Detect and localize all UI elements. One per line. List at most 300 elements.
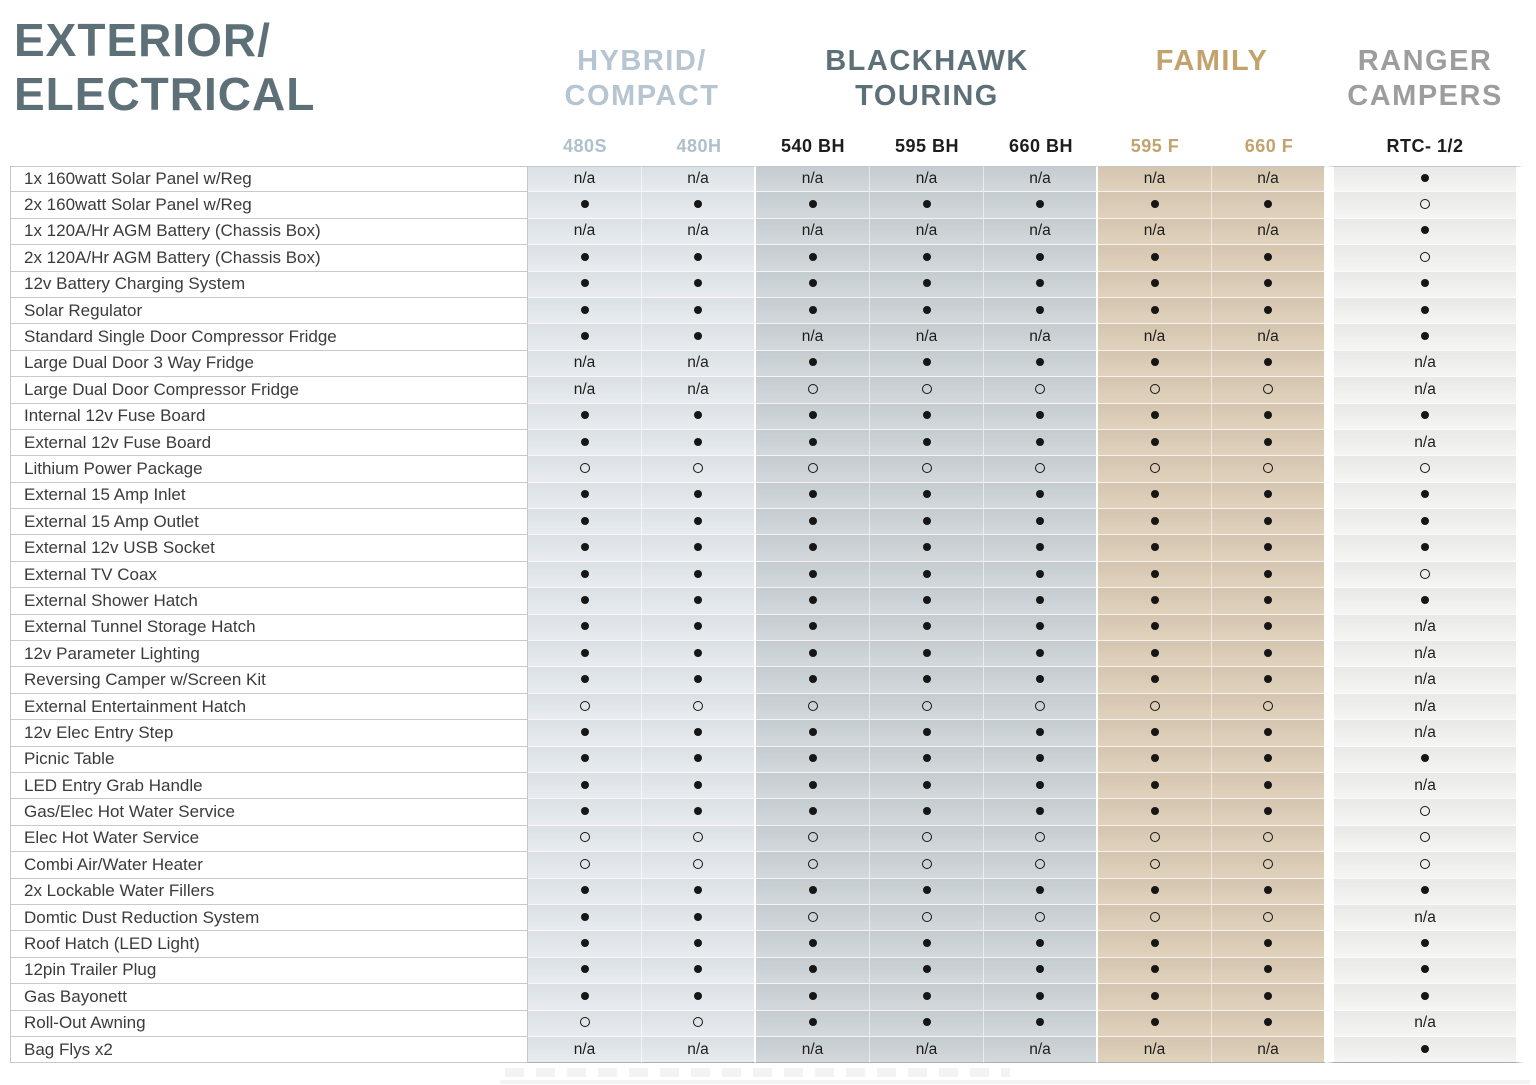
cell-standard [1212, 298, 1326, 324]
cell-standard [1212, 245, 1326, 271]
cell-optional [1098, 826, 1212, 852]
standard-dot-icon [809, 992, 817, 1000]
cell-standard [1326, 879, 1524, 905]
cell-standard [1098, 588, 1212, 614]
cell-standard [756, 430, 870, 456]
standard-dot-icon [1264, 754, 1272, 762]
standard-dot-icon [923, 965, 931, 973]
cell-standard [756, 747, 870, 773]
optional-circle-icon [1035, 832, 1045, 842]
cell-standard [528, 667, 642, 693]
table-row [10, 984, 1524, 1010]
cell-standard [1098, 641, 1212, 667]
cell-standard [984, 984, 1098, 1010]
cell-standard [1098, 483, 1212, 509]
standard-dot-icon [1036, 253, 1044, 261]
cell-na: n/a [1326, 615, 1524, 641]
standard-dot-icon [809, 754, 817, 762]
cell-standard [528, 879, 642, 905]
group-header-text: HYBRID/ [577, 45, 707, 77]
standard-dot-icon [581, 596, 589, 604]
cell-na: n/a [528, 219, 642, 245]
standard-dot-icon [694, 306, 702, 314]
standard-dot-icon [1421, 174, 1429, 182]
cell-standard [1098, 799, 1212, 825]
standard-dot-icon [809, 438, 817, 446]
cell-optional [642, 852, 756, 878]
standard-dot-icon [1151, 754, 1159, 762]
cell-standard [756, 404, 870, 430]
standard-dot-icon [1264, 306, 1272, 314]
cell-standard [870, 562, 984, 588]
standard-dot-icon [694, 411, 702, 419]
standard-dot-icon [1036, 438, 1044, 446]
standard-dot-icon [923, 411, 931, 419]
table-row [10, 958, 1524, 984]
cell-standard [1098, 272, 1212, 298]
standard-dot-icon [809, 596, 817, 604]
standard-dot-icon [1036, 570, 1044, 578]
cell-standard [528, 641, 642, 667]
cell-standard [1212, 615, 1326, 641]
cell-standard [1326, 931, 1524, 957]
cell-standard [1326, 404, 1524, 430]
cell-na: n/a [756, 324, 870, 350]
feature-label: Large Dual Door 3 Way Fridge [10, 351, 528, 377]
cell-standard [528, 562, 642, 588]
cell-standard [984, 667, 1098, 693]
optional-circle-icon [1150, 384, 1160, 394]
cell-standard [1098, 931, 1212, 957]
cell-optional [984, 456, 1098, 482]
cell-optional [870, 694, 984, 720]
cell-standard [642, 588, 756, 614]
standard-dot-icon [581, 200, 589, 208]
optional-circle-icon [580, 859, 590, 869]
standard-dot-icon [581, 781, 589, 789]
standard-dot-icon [923, 886, 931, 894]
standard-dot-icon [581, 543, 589, 551]
standard-dot-icon [1264, 649, 1272, 657]
cell-standard [1326, 298, 1524, 324]
feature-label: 12v Battery Charging System [10, 272, 528, 298]
standard-dot-icon [1151, 728, 1159, 736]
standard-dot-icon [809, 886, 817, 894]
cell-standard [870, 404, 984, 430]
cell-standard [642, 483, 756, 509]
cell-standard [642, 324, 756, 350]
cell-standard [528, 931, 642, 957]
standard-dot-icon [923, 728, 931, 736]
cell-standard [1098, 192, 1212, 218]
cell-optional [1326, 192, 1524, 218]
optional-circle-icon [693, 701, 703, 711]
standard-dot-icon [694, 200, 702, 208]
standard-dot-icon [809, 622, 817, 630]
table-row [10, 720, 1524, 746]
cell-na: n/a [528, 377, 642, 403]
feature-label: Roof Hatch (LED Light) [10, 931, 528, 957]
cell-standard [1212, 404, 1326, 430]
cell-na: n/a [1326, 694, 1524, 720]
optional-circle-icon [808, 912, 818, 922]
table-row [10, 905, 1524, 931]
cell-standard [870, 298, 984, 324]
cell-na: n/a [984, 166, 1098, 192]
cell-standard [528, 509, 642, 535]
cell-standard [870, 430, 984, 456]
cell-optional [1326, 852, 1524, 878]
standard-dot-icon [1036, 279, 1044, 287]
table-row [10, 245, 1524, 271]
cell-optional [528, 826, 642, 852]
standard-dot-icon [1264, 490, 1272, 498]
standard-dot-icon [1151, 438, 1159, 446]
cell-standard [642, 667, 756, 693]
cell-standard [1098, 298, 1212, 324]
feature-label: 1x 160watt Solar Panel w/Reg [10, 166, 528, 192]
cell-standard [1098, 720, 1212, 746]
cell-standard [756, 720, 870, 746]
feature-label: Gas/Elec Hot Water Service [10, 799, 528, 825]
optional-circle-icon [1263, 463, 1273, 473]
cell-optional [642, 826, 756, 852]
standard-dot-icon [1264, 200, 1272, 208]
standard-dot-icon [1036, 965, 1044, 973]
standard-dot-icon [1151, 886, 1159, 894]
cell-optional [642, 694, 756, 720]
cell-na: n/a [1212, 166, 1326, 192]
cell-na: n/a [528, 166, 642, 192]
feature-table-body [10, 166, 1524, 1063]
cell-standard [642, 562, 756, 588]
standard-dot-icon [923, 490, 931, 498]
cell-standard [1326, 958, 1524, 984]
standard-dot-icon [809, 570, 817, 578]
optional-circle-icon [808, 701, 818, 711]
standard-dot-icon [1421, 596, 1429, 604]
cell-standard [870, 588, 984, 614]
cell-standard [756, 641, 870, 667]
cell-optional [528, 852, 642, 878]
standard-dot-icon [923, 570, 931, 578]
feature-label: Roll-Out Awning [10, 1011, 528, 1037]
cell-standard [528, 720, 642, 746]
optional-circle-icon [808, 384, 818, 394]
table-row [10, 852, 1524, 878]
standard-dot-icon [1151, 992, 1159, 1000]
table-row [10, 404, 1524, 430]
cell-standard [1098, 1011, 1212, 1037]
cell-standard [984, 245, 1098, 271]
optional-circle-icon [580, 1017, 590, 1027]
standard-dot-icon [694, 279, 702, 287]
optional-circle-icon [1420, 806, 1430, 816]
table-row [10, 562, 1524, 588]
cell-optional [984, 694, 1098, 720]
standard-dot-icon [1421, 754, 1429, 762]
cell-standard [1212, 931, 1326, 957]
feature-label: External 15 Amp Outlet [10, 509, 528, 535]
cell-optional [870, 377, 984, 403]
standard-dot-icon [1264, 517, 1272, 525]
cell-standard [984, 430, 1098, 456]
standard-dot-icon [581, 992, 589, 1000]
table-row [10, 535, 1524, 561]
cell-standard [1326, 324, 1524, 350]
cell-standard [984, 483, 1098, 509]
table-row [10, 192, 1524, 218]
cell-standard [528, 984, 642, 1010]
cell-na: n/a [1326, 377, 1524, 403]
standard-dot-icon [1264, 279, 1272, 287]
standard-dot-icon [694, 992, 702, 1000]
cell-standard [756, 535, 870, 561]
standard-dot-icon [1151, 807, 1159, 815]
standard-dot-icon [1036, 781, 1044, 789]
cell-standard [1212, 588, 1326, 614]
optional-circle-icon [922, 912, 932, 922]
table-row [10, 1037, 1524, 1063]
cell-standard [756, 272, 870, 298]
cell-standard [984, 509, 1098, 535]
cell-standard [642, 509, 756, 535]
cell-standard [1098, 747, 1212, 773]
feature-label: External Entertainment Hatch [10, 694, 528, 720]
cell-standard [1212, 641, 1326, 667]
standard-dot-icon [809, 675, 817, 683]
cell-na: n/a [1326, 667, 1524, 693]
cell-standard [528, 272, 642, 298]
standard-dot-icon [809, 306, 817, 314]
standard-dot-icon [923, 596, 931, 604]
standard-dot-icon [1264, 781, 1272, 789]
feature-comparison-table [10, 8, 1524, 1063]
cell-standard [642, 615, 756, 641]
cell-standard [984, 298, 1098, 324]
cell-optional [1098, 694, 1212, 720]
optional-circle-icon [1263, 384, 1273, 394]
standard-dot-icon [809, 939, 817, 947]
page-title [10, 8, 528, 166]
standard-dot-icon [923, 1018, 931, 1026]
standard-dot-icon [1036, 807, 1044, 815]
standard-dot-icon [809, 781, 817, 789]
standard-dot-icon [694, 939, 702, 947]
cell-standard [528, 535, 642, 561]
cell-standard [756, 799, 870, 825]
cell-standard [642, 747, 756, 773]
cell-standard [1098, 562, 1212, 588]
cell-standard [528, 245, 642, 271]
standard-dot-icon [809, 517, 817, 525]
optional-circle-icon [580, 832, 590, 842]
standard-dot-icon [694, 886, 702, 894]
table-row [10, 430, 1524, 456]
standard-dot-icon [1036, 490, 1044, 498]
cell-standard [642, 404, 756, 430]
cell-na: n/a [642, 166, 756, 192]
standard-dot-icon [923, 306, 931, 314]
table-row [10, 773, 1524, 799]
cell-standard [528, 905, 642, 931]
optional-circle-icon [1420, 199, 1430, 209]
feature-label: Combi Air/Water Heater [10, 852, 528, 878]
standard-dot-icon [694, 913, 702, 921]
cell-standard [1212, 272, 1326, 298]
cell-standard [642, 984, 756, 1010]
cell-na: n/a [528, 1037, 642, 1063]
standard-dot-icon [581, 411, 589, 419]
cell-na: n/a [870, 324, 984, 350]
standard-dot-icon [809, 807, 817, 815]
cell-standard [1098, 535, 1212, 561]
cell-standard [642, 799, 756, 825]
cell-standard [1326, 588, 1524, 614]
optional-circle-icon [922, 859, 932, 869]
cell-na: n/a [642, 1037, 756, 1063]
cell-standard [1098, 773, 1212, 799]
feature-label: 12pin Trailer Plug [10, 958, 528, 984]
standard-dot-icon [1151, 517, 1159, 525]
standard-dot-icon [1421, 411, 1429, 419]
cell-optional [870, 826, 984, 852]
cell-standard [870, 879, 984, 905]
standard-dot-icon [923, 807, 931, 815]
cell-standard [984, 562, 1098, 588]
cell-optional [1098, 852, 1212, 878]
optional-circle-icon [1263, 701, 1273, 711]
cell-standard [1212, 430, 1326, 456]
standard-dot-icon [1151, 543, 1159, 551]
cell-na: n/a [1098, 324, 1212, 350]
cell-standard [984, 615, 1098, 641]
feature-label: Large Dual Door Compressor Fridge [10, 377, 528, 403]
cell-standard [984, 879, 1098, 905]
feature-label: External Tunnel Storage Hatch [10, 615, 528, 641]
cell-standard [528, 298, 642, 324]
cell-standard [870, 931, 984, 957]
group-header-hybrid-compact [528, 8, 756, 118]
standard-dot-icon [694, 649, 702, 657]
cell-standard [1212, 535, 1326, 561]
standard-dot-icon [1151, 279, 1159, 287]
cell-standard [1212, 667, 1326, 693]
cell-optional [984, 905, 1098, 931]
feature-label: External TV Coax [10, 562, 528, 588]
cell-standard [1098, 509, 1212, 535]
standard-dot-icon [1036, 728, 1044, 736]
cell-standard [1098, 430, 1212, 456]
feature-label: 1x 120A/Hr AGM Battery (Chassis Box) [10, 219, 528, 245]
cell-standard [870, 351, 984, 377]
cell-na: n/a [1326, 905, 1524, 931]
cell-standard [870, 483, 984, 509]
standard-dot-icon [581, 939, 589, 947]
cell-standard [642, 958, 756, 984]
cell-standard [984, 799, 1098, 825]
standard-dot-icon [581, 253, 589, 261]
standard-dot-icon [923, 358, 931, 366]
optional-circle-icon [1035, 463, 1045, 473]
group-header-text: TOURING [855, 79, 999, 112]
table-row [10, 272, 1524, 298]
standard-dot-icon [581, 675, 589, 683]
optional-circle-icon [808, 832, 818, 842]
cell-optional [756, 905, 870, 931]
standard-dot-icon [1264, 939, 1272, 947]
cell-optional [870, 456, 984, 482]
optional-circle-icon [1035, 859, 1045, 869]
table-row [10, 588, 1524, 614]
cell-standard [1098, 245, 1212, 271]
cell-standard [642, 641, 756, 667]
cell-standard [1326, 984, 1524, 1010]
standard-dot-icon [1421, 965, 1429, 973]
table-row [10, 324, 1524, 350]
standard-dot-icon [1264, 675, 1272, 683]
cell-standard [984, 747, 1098, 773]
standard-dot-icon [694, 781, 702, 789]
cell-standard [756, 931, 870, 957]
cell-standard [1098, 404, 1212, 430]
cell-optional [756, 377, 870, 403]
table-row [10, 483, 1524, 509]
cell-standard [1212, 483, 1326, 509]
column-header-660bh: 660 BH [1009, 136, 1074, 156]
cell-optional [1098, 905, 1212, 931]
cell-optional [1212, 852, 1326, 878]
cell-standard [984, 192, 1098, 218]
cell-standard [642, 931, 756, 957]
next-section-cutoff-bar [500, 1080, 1530, 1084]
cell-optional [1212, 456, 1326, 482]
cell-standard [756, 615, 870, 641]
optional-circle-icon [1150, 859, 1160, 869]
cell-standard [1212, 720, 1326, 746]
table-row [10, 509, 1524, 535]
feature-label: 12v Parameter Lighting [10, 641, 528, 667]
table-row [10, 826, 1524, 852]
cell-na: n/a [1098, 166, 1212, 192]
standard-dot-icon [1264, 438, 1272, 446]
standard-dot-icon [923, 279, 931, 287]
standard-dot-icon [809, 200, 817, 208]
cell-standard [642, 298, 756, 324]
standard-dot-icon [694, 490, 702, 498]
cell-optional [756, 456, 870, 482]
cell-na: n/a [642, 377, 756, 403]
standard-dot-icon [694, 675, 702, 683]
cell-standard [528, 615, 642, 641]
standard-dot-icon [581, 332, 589, 340]
next-section-cutoff-strip [505, 1068, 1010, 1077]
cell-na: n/a [756, 166, 870, 192]
cell-standard [642, 720, 756, 746]
cell-optional [984, 826, 1098, 852]
standard-dot-icon [923, 939, 931, 947]
cell-standard [756, 773, 870, 799]
cell-standard [1212, 509, 1326, 535]
cell-na: n/a [756, 1037, 870, 1063]
cell-optional [1212, 826, 1326, 852]
standard-dot-icon [1151, 411, 1159, 419]
cell-standard [528, 430, 642, 456]
standard-dot-icon [581, 570, 589, 578]
cell-standard [1098, 351, 1212, 377]
optional-circle-icon [693, 463, 703, 473]
standard-dot-icon [809, 1018, 817, 1026]
